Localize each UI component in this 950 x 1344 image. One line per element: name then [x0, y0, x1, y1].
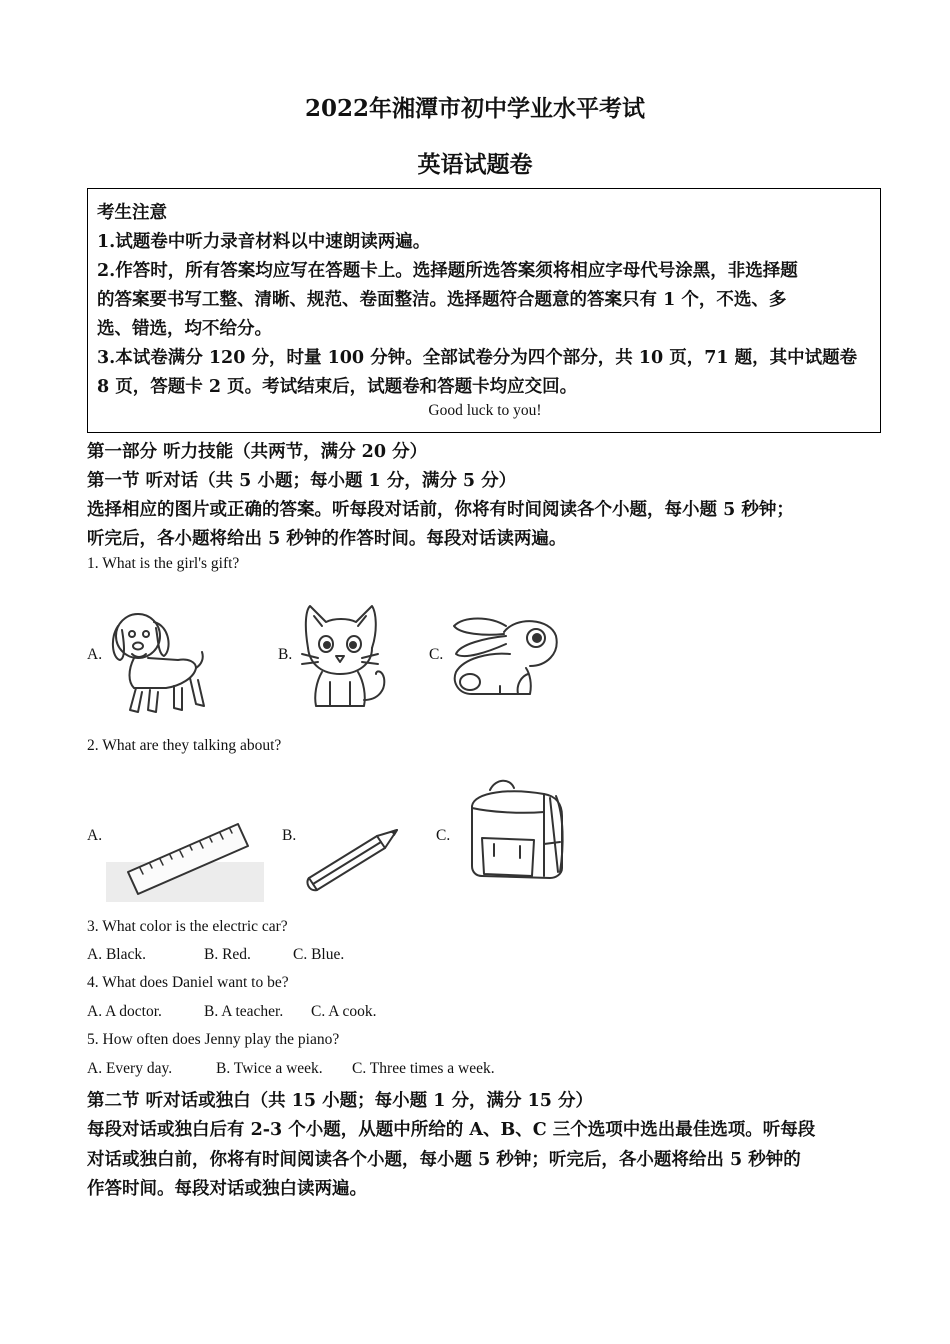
q1-option-b-label: B.: [278, 646, 293, 663]
ruler-icon: [106, 820, 266, 904]
part1-heading: 第一部分 听力技能（共两节，满分 20 分）: [87, 442, 428, 462]
question-2-text: 2. What are they talking about?: [87, 737, 282, 754]
section2-instructions-c: 作答时间。每段对话或独白读两遍。: [87, 1179, 367, 1199]
q3-option-b: B. Red.: [204, 946, 251, 963]
cat-icon: [300, 604, 390, 710]
q5-option-b: B. Twice a week.: [216, 1060, 323, 1077]
dog-icon: [108, 608, 208, 716]
q3-option-c: C. Blue.: [293, 946, 345, 963]
notice-line-3a: 3.本试卷满分 120 分，时量 100 分钟。全部试卷分为四个部分，共 10 页，71 题，其中试题卷: [97, 348, 858, 368]
question-1-text: 1. What is the girl's gift?: [87, 555, 240, 572]
q2-option-c-label: C.: [436, 827, 451, 844]
section2-instructions-a: 每段对话或独白后有 2-3 个小题，从题中所给的 A、B、C 三个选项中选出最佳选项。听每段: [87, 1120, 816, 1140]
q5-option-c: C. Three times a week.: [352, 1060, 495, 1077]
section2-heading: 第二节 听对话或独白（共 15 小题；每小题 1 分，满分 15 分）: [87, 1091, 594, 1111]
q5-option-a: A. Every day.: [87, 1060, 173, 1077]
notice-box: [87, 188, 881, 433]
q4-option-b: B. A teacher.: [204, 1003, 284, 1020]
q4-option-c: C. A cook.: [311, 1003, 377, 1020]
pencil-icon: [305, 826, 401, 896]
question-5-text: 5. How often does Jenny play the piano?: [87, 1031, 340, 1048]
section1-heading: 第一节 听对话（共 5 小题；每小题 1 分，满分 5 分）: [87, 471, 517, 491]
exam-subtitle: 英语试题卷: [417, 151, 533, 178]
backpack-icon: [470, 776, 566, 882]
notice-line-1: 1.试题卷中听力录音材料以中速朗读两遍。: [97, 232, 431, 252]
rabbit-icon: [450, 614, 560, 700]
q2-option-b-label: B.: [282, 827, 297, 844]
exam-title: 2022年湘潭市初中学业水平考试: [304, 95, 645, 122]
notice-heading: 考生注意: [97, 203, 167, 223]
good-luck-text: Good luck to you!: [428, 402, 542, 419]
question-3-text: 3. What color is the electric car?: [87, 918, 288, 935]
q3-option-a: A. Black.: [87, 946, 146, 963]
notice-line-3b: 8 页，答题卡 2 页。考试结束后，试题卷和答题卡均应交回。: [97, 377, 578, 397]
notice-line-2c: 选、错选，均不给分。: [97, 319, 272, 339]
notice-line-2a: 2.作答时，所有答案均应写在答题卡上。选择题所选答案须将相应字母代号涂黑，非选择题: [97, 261, 798, 281]
q4-option-a: A. A doctor.: [87, 1003, 162, 1020]
notice-line-2b: 的答案要书写工整、清晰、规范、卷面整洁。选择题符合题意的答案只有 1 个，不选、多: [97, 290, 787, 310]
q1-option-c-label: C.: [429, 646, 444, 663]
q1-option-a-label: A.: [87, 646, 103, 663]
section1-instructions-b: 听完后，各小题将给出 5 秒钟的作答时间。每段对话读两遍。: [87, 529, 567, 549]
q2-option-a-label: A.: [87, 827, 103, 844]
section2-instructions-b: 对话或独白前，你将有时间阅读各个小题，每小题 5 秒钟；听完后，各小题将给出 5 秒钟的: [87, 1150, 801, 1170]
section1-instructions-a: 选择相应的图片或正确的答案。听每段对话前，你将有时间阅读各个小题，每小题 5 秒钟；: [87, 500, 794, 520]
question-4-text: 4. What does Daniel want to be?: [87, 974, 289, 991]
